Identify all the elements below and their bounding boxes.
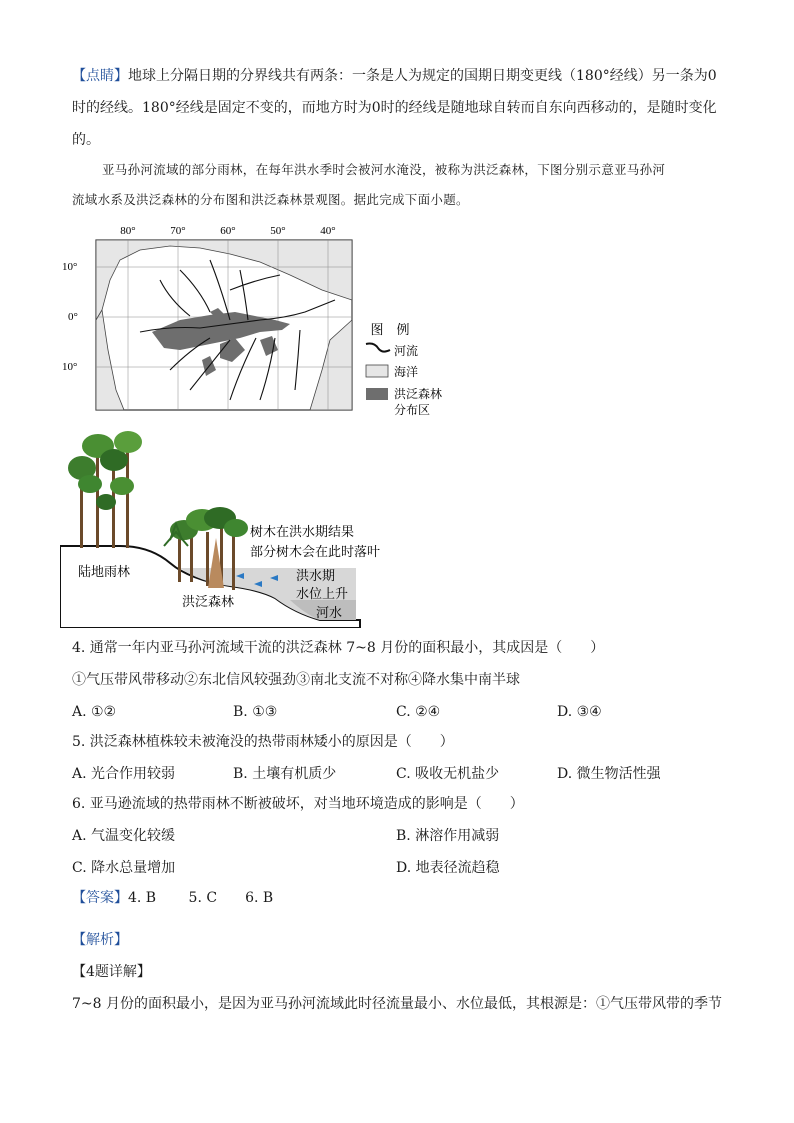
- q5-option-c: C. 吸收无机盐少: [396, 766, 500, 782]
- label-land-forest: 陆地雨林: [78, 565, 131, 580]
- dianjing-line-1: [72, 66, 717, 86]
- analysis-tag: 【解析】: [72, 932, 128, 948]
- q6-stem: 6. 亚马逊流域的热带雨林不断被破坏，对当地环境造成的影响是（ ）: [72, 796, 524, 812]
- land-rainforest-trees: [68, 431, 142, 548]
- lon-label-70: 70°: [170, 225, 186, 237]
- label-flood-1: 洪水期: [296, 569, 336, 584]
- flood-forest-landscape: [60, 428, 400, 628]
- q6-option-d: D. 地表径流趋稳: [396, 860, 500, 876]
- dianjing-tag: 【点睛】: [72, 68, 128, 84]
- legend-forest-swatch: [366, 388, 388, 400]
- label-flood-forest: 洪泛森林: [182, 595, 235, 610]
- label-note-2: 部分树木会在此时落叶: [250, 545, 381, 560]
- legend-river: 河流: [394, 344, 419, 358]
- q4-option-a: A. ①②: [72, 704, 117, 720]
- label-note-1: 树木在洪水期结果: [250, 525, 355, 540]
- q4-option-b: B. ①③: [233, 704, 278, 720]
- legend-forest-2: 分布区: [394, 403, 431, 417]
- dianjing-line-3: 的。: [72, 132, 100, 148]
- q5-option-b: B. 土壤有机质少: [233, 766, 337, 782]
- dianjing-text-1: 地球上分隔日期的分界线共有两条：一条是人为规定的国期日期变更线（180°经线）另一条为0: [128, 68, 717, 84]
- lat-label-10n: 10°: [62, 261, 78, 273]
- lon-label-50: 50°: [270, 225, 286, 237]
- lon-label-60: 60°: [220, 225, 236, 237]
- q4-option-c: C. ②④: [396, 704, 441, 720]
- q4-stem: 4. 通常一年内亚马孙河流域干流的洪泛森林 7~8 月份的面积最小，其成因是（ ）: [72, 640, 605, 656]
- intro-line-1: 亚马孙河流域的部分雨林，在每年洪水季时会被河水淹没，被称为洪泛森林，下图分别示意亚马孙河: [102, 162, 666, 177]
- lat-label-0: 0°: [68, 311, 78, 323]
- answer-text: 4. B 5. C 6. B: [128, 890, 274, 906]
- analysis-sub: 【4题详解】: [72, 964, 151, 980]
- legend-ocean-swatch: [366, 365, 388, 377]
- legend-title: 图 例: [370, 323, 410, 338]
- analysis-line-1: 7~8 月份的面积最小，是因为亚马孙河流域此时径流量最小、水位最低，其根源是：①气压带风带的季节: [72, 996, 722, 1012]
- label-flood-2: 水位上升: [296, 587, 349, 602]
- q6-option-b: B. 淋溶作用减弱: [396, 828, 500, 844]
- q5-option-a: A. 光合作用较弱: [72, 766, 176, 782]
- amazon-map: [60, 220, 460, 420]
- legend-forest-1: 洪泛森林: [394, 387, 443, 401]
- intro-line-2: 流域水系及洪泛森林的分布图和洪泛森林景观图。据此完成下面小题。: [72, 192, 469, 207]
- answer-tag: 【答案】: [72, 890, 128, 906]
- label-river: 河水: [316, 606, 343, 621]
- legend-river-icon: [366, 344, 390, 352]
- lat-label-10s: 10°: [62, 361, 78, 373]
- legend-ocean: 海洋: [394, 365, 419, 379]
- q5-stem: 5. 洪泛森林植株较未被淹没的热带雨林矮小的原因是（ ）: [72, 734, 454, 750]
- q5-option-d: D. 微生物活性强: [557, 766, 661, 782]
- q6-option-a: A. 气温变化较缓: [72, 828, 176, 844]
- dianjing-line-2: 时的经线。180°经线是固定不变的，而地方时为0时的经线是随地球自转而自东向西移动的，是随时变化: [72, 100, 717, 116]
- answer-line: [72, 888, 273, 908]
- q4-option-d: D. ③④: [557, 704, 602, 720]
- q4-items: ①气压带风带移动②东北信风较强劲③南北支流不对称④降水集中南半球: [72, 672, 520, 688]
- q6-option-c: C. 降水总量增加: [72, 860, 176, 876]
- lon-label-40: 40°: [320, 225, 336, 237]
- lon-label-80: 80°: [120, 225, 136, 237]
